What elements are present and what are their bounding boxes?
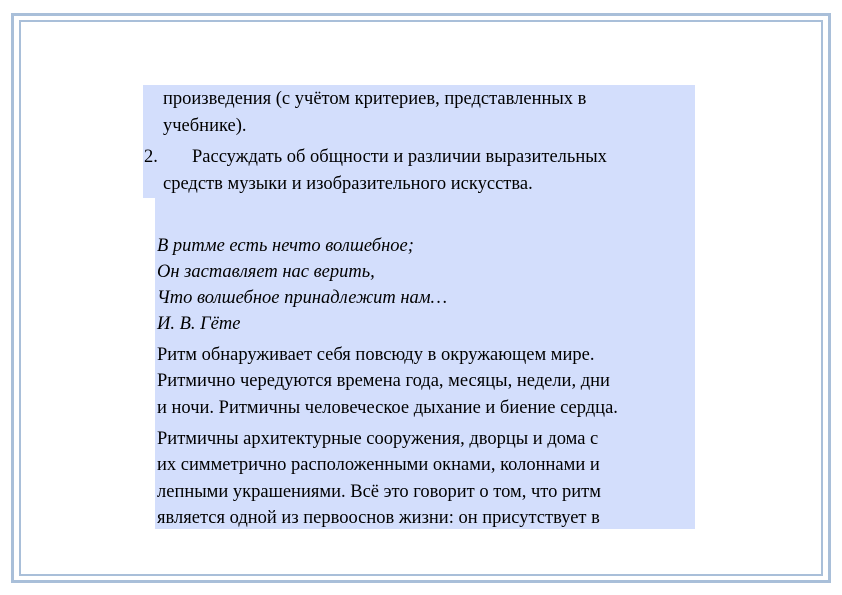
list-item-1-line-2: учебнике). [163, 116, 247, 136]
list-item-2-number: 2. [144, 147, 158, 167]
body-p2-line-3: лепными украшениями. Всё это говорит о том, что ритм [157, 482, 601, 502]
epigraph-line-2: Он заставляет нас верить, [157, 262, 375, 282]
body-p1-line-2: Ритмично чередуются времена года, месяцы, недели, дни [157, 371, 610, 391]
list-item-2-line-1: Рассуждать об общности и различии выразительных [192, 147, 607, 167]
body-p2-line-1: Ритмичны архитектурные сооружения, дворцы и дома с [157, 429, 599, 449]
body-p2-line-4: является одной из первооснов жизни: он присутствует в [157, 508, 600, 528]
body-p1-line-1: Ритм обнаруживает себя повсюду в окружающем мире. [157, 345, 595, 365]
body-p1-line-3: и ночи. Ритмичны человеческое дыхание и биение сердца. [157, 398, 618, 418]
epigraph-line-1: В ритме есть нечто волшебное; [157, 236, 414, 256]
epigraph-author: И. В. Гёте [157, 314, 241, 334]
body-p2-line-2: их симметрично расположенными окнами, колоннами и [157, 455, 600, 475]
list-item-1-line-1: произведения (с учётом критериев, представленных в [163, 89, 587, 109]
epigraph-line-3: Что волшебное принадлежит нам… [157, 288, 448, 308]
list-item-2-line-2: средств музыки и изобразительного искусства. [163, 174, 533, 194]
